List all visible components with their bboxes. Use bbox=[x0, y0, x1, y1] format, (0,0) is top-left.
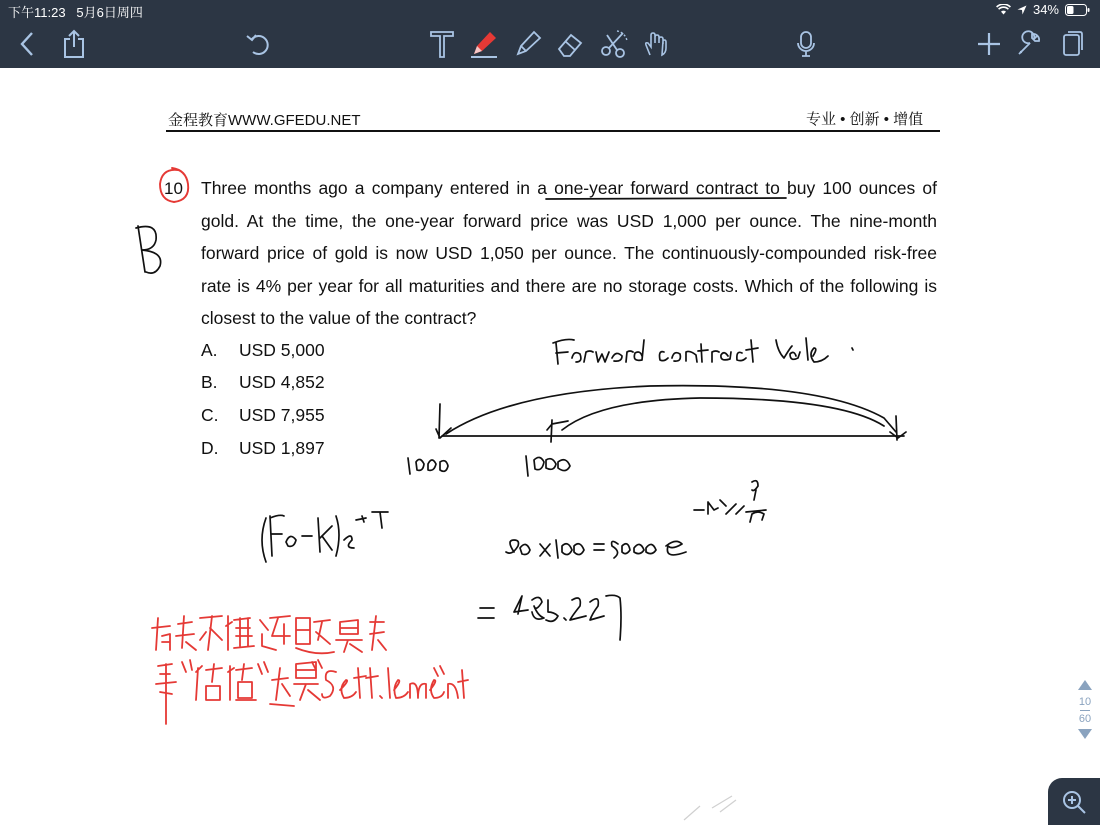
pages-icon bbox=[1060, 30, 1084, 58]
option-letter: B. bbox=[201, 372, 218, 392]
settings-button[interactable] bbox=[1013, 28, 1045, 60]
question-number: 10 bbox=[164, 179, 183, 198]
microphone-button[interactable] bbox=[790, 28, 822, 60]
option-text: USD 5,000 bbox=[239, 340, 325, 360]
option-letter: D. bbox=[201, 438, 219, 458]
undo-icon bbox=[245, 31, 271, 57]
hand-icon bbox=[641, 29, 671, 59]
text-tool-icon bbox=[428, 29, 456, 59]
share-button[interactable] bbox=[58, 28, 90, 60]
plus-icon bbox=[976, 31, 1002, 57]
battery-icon bbox=[1065, 4, 1090, 16]
option-text: USD 1,897 bbox=[239, 438, 325, 458]
option-b bbox=[201, 372, 325, 393]
highlighter-button[interactable] bbox=[512, 28, 544, 60]
status-right bbox=[996, 2, 1090, 17]
page-up-arrow-icon[interactable] bbox=[1078, 680, 1092, 690]
wifi-icon bbox=[996, 4, 1011, 15]
microphone-icon bbox=[795, 29, 817, 59]
pages-button[interactable] bbox=[1056, 28, 1088, 60]
header-left: 金程教育WWW.GFEDU.NET bbox=[168, 112, 361, 129]
option-letter: C. bbox=[201, 405, 219, 425]
current-page: 10 bbox=[1078, 696, 1092, 708]
pen-tool-icon bbox=[468, 28, 500, 60]
highlighter-icon bbox=[512, 28, 544, 60]
header-rule bbox=[166, 130, 940, 132]
pen-tool-button[interactable] bbox=[468, 28, 500, 60]
question-text: Three months ago a company entered in a one-year forward contract to buy 100 ounces of gold. At the time, the one-year forward price was USD 1,000 per ounce. The nine-month forward price of gold is now USD 1,050 per ounce. The continuously-compounded risk-free rate is 4% per year for all maturities and there are no storage costs. Which of the following is closest to the value of the contract? bbox=[201, 178, 937, 328]
header-right: 专业 • 创新 • 增值 bbox=[806, 111, 924, 128]
add-button[interactable] bbox=[973, 28, 1005, 60]
option-letter: A. bbox=[201, 340, 218, 360]
option-text: USD 4,852 bbox=[239, 372, 325, 392]
option-c bbox=[201, 405, 325, 426]
chevron-left-icon bbox=[18, 30, 38, 58]
page-divider bbox=[1080, 710, 1090, 711]
wrench-icon bbox=[1015, 30, 1043, 58]
scissors-icon bbox=[599, 29, 629, 59]
zoom-button[interactable] bbox=[1048, 778, 1100, 825]
zoom-in-icon bbox=[1061, 789, 1087, 815]
status-bar bbox=[0, 0, 1100, 20]
undo-button[interactable] bbox=[242, 28, 274, 60]
toolbar bbox=[0, 20, 1100, 68]
location-arrow-icon bbox=[1017, 5, 1027, 15]
back-button[interactable] bbox=[12, 28, 44, 60]
lasso-scissors-button[interactable] bbox=[598, 28, 630, 60]
option-text: USD 7,955 bbox=[239, 405, 325, 425]
share-icon bbox=[61, 29, 87, 59]
eraser-button[interactable] bbox=[554, 28, 586, 60]
page-down-arrow-icon[interactable] bbox=[1078, 729, 1092, 739]
eraser-icon bbox=[555, 29, 585, 59]
hand-tool-button[interactable] bbox=[640, 28, 672, 60]
option-d bbox=[201, 438, 325, 459]
option-a bbox=[201, 340, 325, 361]
status-time: 下午11:23 5月6日周四 bbox=[8, 5, 143, 20]
text-tool-button[interactable] bbox=[426, 28, 458, 60]
battery-percent: 34% bbox=[1032, 2, 1059, 17]
total-pages: 60 bbox=[1078, 713, 1092, 725]
page-indicator bbox=[1072, 680, 1098, 739]
